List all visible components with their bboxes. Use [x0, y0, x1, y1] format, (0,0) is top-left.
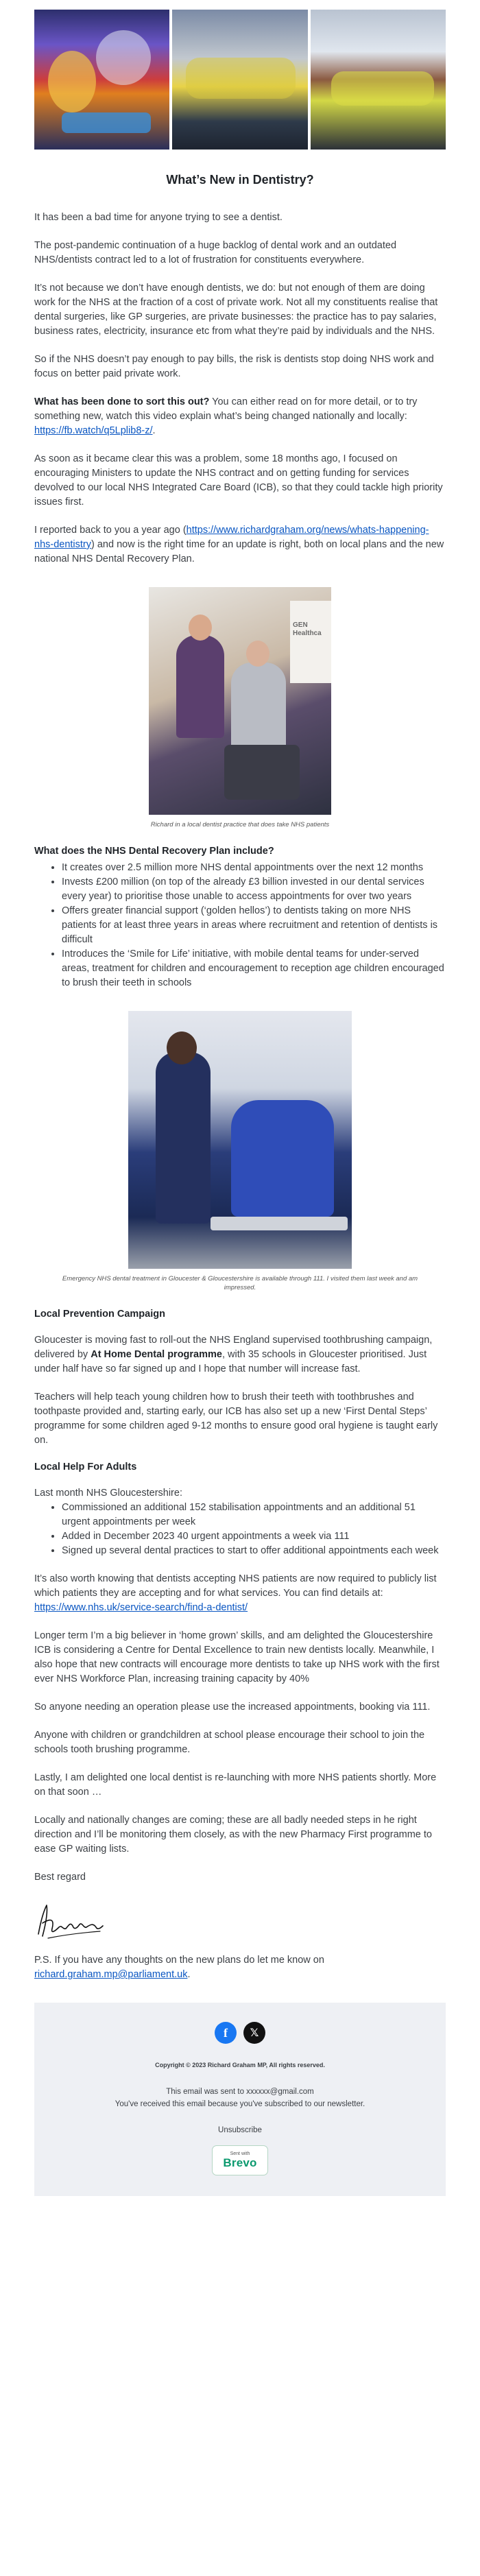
news-link[interactable]: https://www.richardgraham.org/news/whats-happening-nhs-dentistry [34, 525, 429, 550]
recovery-plan-heading: What does the NHS Dental Recovery Plan include? [34, 846, 274, 857]
figure-emergency-dental [34, 1011, 446, 1292]
paragraph-what-done: What has been done to sort this out? You can either read on for more detail, or to try something new, watch this video explain what’s being changed nationally and locally: https://fb.watch/q5Lplib8-z/. [34, 396, 418, 436]
paragraph-relaunch: Lastly, I am delighted one local dentist is re-launching with more NHS patients shortly. More on that soon … [34, 1772, 437, 1798]
adults-list [34, 1501, 446, 1558]
x-icon[interactable]: 𝕏 [243, 2022, 265, 2044]
adults-intro: Last month NHS Gloucestershire: [34, 1488, 182, 1499]
copyright: Copyright © 2023 Richard Graham MP, All rights reserved. [155, 2062, 325, 2068]
list-item: • Signed up several dental practices to start to offer additional appointments each week [62, 1544, 446, 1558]
video-link[interactable]: https://fb.watch/q5Lplib8-z/ [34, 425, 153, 436]
paragraph-booking: So anyone needing an operation please use the increased appointments, booking via 111. [34, 1702, 431, 1713]
prevention-heading: Local Prevention Campaign [34, 1309, 165, 1320]
facebook-icon[interactable]: f [215, 2022, 237, 2044]
page-title: What’s New in Dentistry? [166, 173, 314, 187]
hero-image-group [172, 10, 307, 150]
subscription-reason: You've received this email because you've subscribed to our newsletter. [115, 2100, 365, 2108]
paragraph-ministers: As soon as it became clear this was a problem, some 18 months ago, I focused on encouraging Ministers to update the NHS contract and on getting funding for services devolved to our local NHS Integrated Care Board (ICB), so that they could tackle high priority issues first. [34, 453, 443, 508]
recovery-plan-list [34, 861, 446, 990]
paragraph-reported: I reported back to you a year ago (https://www.richardgraham.org/news/whats-happening-nhs-dentistry) and now is the right time for an update is right, both on local plans and the new national NHS Dental Recovery Plan. [34, 525, 444, 564]
paragraph-teachers: Teachers will help teach young children how to brush their teeth with toothbrushes and toothpaste provided and, starting early, our ICB has also set up a new ‘First Dental Steps’ programme for some children aged 9-12 months to ensure good oral hygiene is taught early on. [34, 1392, 438, 1446]
photo-dentist-practice: GEN Healthca [149, 587, 331, 815]
email-link[interactable]: richard.graham.mp@parliament.uk [34, 1969, 188, 1980]
paragraph-dentists: It’s not because we don’t have enough dentists, we do: but not enough of them are doing work for the NHS at the fraction of a cost of private work. Not all my constituents realise that dental surgeries, like GP surgeries, are private businesses: the practice has to pay salaries, business rates, electricity, insurance etc from what they’re paid by individuals and the NHS. [34, 283, 438, 337]
photo-dental-chair [128, 1011, 352, 1269]
signature [34, 1898, 446, 1946]
paragraph-children: Anyone with children or grandchildren at school please encourage their school to join the schools tooth brushing programme. [34, 1730, 425, 1755]
paragraph-toothbrushing: Gloucester is moving fast to roll-out the NHS England supervised toothbrushing campaign, delivered by At Home Dental programme, with 35 schools in Gloucester prioritised. Just under half have so far signed up and I hope that number will increase fast. [34, 1335, 433, 1374]
sign-off: Best regard [34, 1872, 86, 1883]
list-item: • Commissioned an additional 152 stabilisation appointments and an additional 51 urgent appointments per week [62, 1501, 446, 1529]
hero-image-street [311, 10, 446, 150]
unsubscribe-link[interactable]: Unsubscribe [218, 2126, 262, 2134]
paragraph-nhs-pay: So if the NHS doesn’t pay enough to pay bills, the risk is dentists stop doing NHS work and focus on better paid private work. [34, 354, 434, 379]
hero-image-mural [34, 10, 169, 150]
signature-image [34, 1898, 110, 1946]
list-item: • It creates over 2.5 million more NHS dental appointments over the next 12 months [62, 861, 446, 875]
brevo-badge[interactable]: Sent with Brevo [212, 2145, 268, 2175]
paragraph-changes: Locally and nationally changes are coming; these are all badly needed steps in he right direction and I’ll be monitoring them closely, as with the new Pharmacy First programme to ease GP waiting lists. [34, 1815, 432, 1855]
footer [34, 2003, 446, 2196]
adults-heading: Local Help For Adults [34, 1462, 137, 1472]
sent-to: This email was sent to xxxxxx@gmail.com [166, 2088, 314, 2096]
paragraph-longer-term: Longer term I’m a big believer in ‘home grown’ skills, and am delighted the Gloucestershire ICB is considering a Centre for Dental Excellence to train new dentists locally. Meanwhile, I also hope that new contracts will encourage more dentists to take up NHS work with the first ever NHS Workforce Plan, increasing training capacity by 40% [34, 1630, 440, 1684]
paragraph-find-dentist: It’s also worth knowing that dentists accepting NHS patients are now required to publicly list which patients they are accepting and for what services. You can find details at: https://www.nhs.uk/service-search/find-a-dentist/ [34, 1573, 437, 1613]
hero-banner [34, 0, 446, 150]
find-dentist-link[interactable]: https://www.nhs.uk/service-search/find-a-dentist/ [34, 1602, 248, 1613]
social-links [34, 2022, 446, 2044]
list-item: • Invests £200 million (on top of the already £3 billion invested in our dental services every year) to prioritise those unable to access appointments for over two years [62, 875, 446, 904]
what-done-text: You can either read on for more detail, or to try something new, watch this video explain what’s being changed nationally and locally: [34, 396, 418, 422]
figure-dentist-practice [34, 587, 446, 829]
paragraph-intro: It has been a bad time for anyone trying to see a dentist. [34, 212, 283, 223]
photo-caption: Richard in a local dentist practice that does take NHS patients [150, 821, 330, 828]
postscript: P.S. If you have any thoughts on the new plans do let me know on richard.graham.mp@parliament.uk. [34, 1955, 324, 1980]
brevo-logo: Brevo [223, 2156, 257, 2169]
list-item: • Added in December 2023 40 urgent appointments a week via 111 [62, 1529, 446, 1544]
list-item: • Offers greater financial support (‘golden hellos’) to dentists taking on more NHS patients for at least three years in areas where recruitment and retention of dentists is difficult [62, 904, 446, 947]
photo-caption: Emergency NHS dental treatment in Gloucester & Gloucestershire is available through 111. I visited them last week and am impressed. [62, 1275, 418, 1291]
list-item: • Introduces the ‘Smile for Life’ initiative, with mobile dental teams for under-served areas, treatment for children and encouragement to reception age children encouraged to brush their teeth in schools [62, 947, 446, 990]
what-done-bold: What has been done to sort this out? [34, 396, 210, 407]
paragraph-backlog: The post-pandemic continuation of a huge backlog of dental work and an outdated NHS/dentists contract led to a lot of frustration for constituents everywhere. [34, 240, 397, 265]
